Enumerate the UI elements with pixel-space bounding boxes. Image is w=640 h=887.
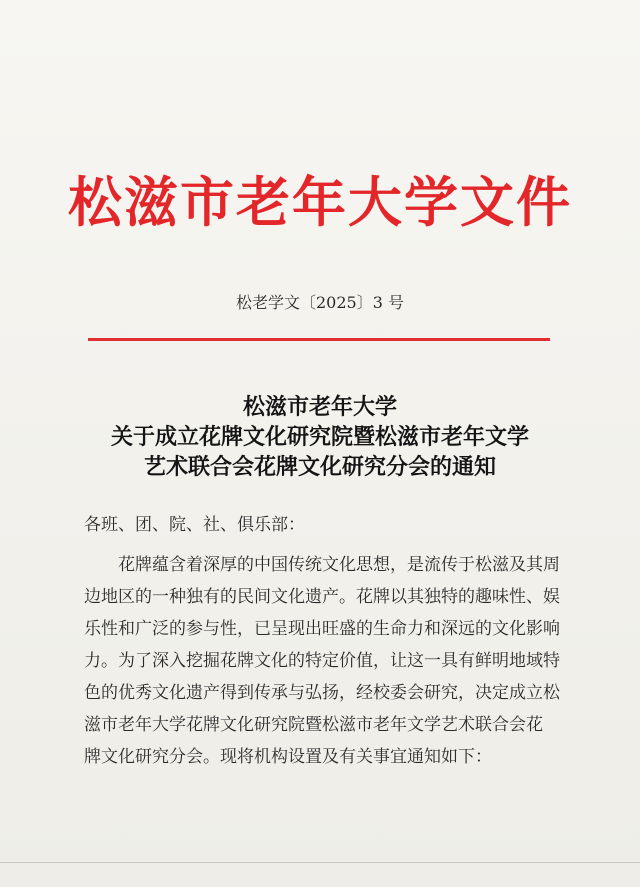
notice-title-line: 松滋市老年大学 — [242, 394, 397, 420]
body-line: 乐性和广泛的参与性，已呈现出旺盛的生命力和深远的文化影响 — [84, 619, 560, 639]
notice-title-line: 关于成立花牌文化研究院暨松滋市老年文学 — [110, 424, 529, 450]
salutation: 各班、团、院、社、俱乐部： — [84, 515, 305, 535]
document-header-title: 松滋市老年大学文件 — [68, 170, 572, 234]
notice-title — [40, 392, 600, 482]
body-paragraph — [84, 549, 564, 773]
body-line: 力。为了深入挖掘花牌文化的特定价值，让这一具有鲜明地域特 — [84, 651, 560, 671]
body-line: 牌文化研究分会。现将机构设置及有关事宜通知如下： — [84, 747, 492, 767]
body-line: 色的优秀文化遗产得到传承与弘扬，经校委会研究，决定成立松 — [84, 683, 560, 703]
header-divider-red — [88, 338, 550, 341]
notice-title-line: 艺术联合会花牌文化研究分会的通知 — [143, 454, 496, 480]
page-edge-line — [0, 862, 640, 863]
body-line: 滋市老年大学花牌文化研究院暨松滋市老年文学艺术联合会花 — [84, 715, 543, 735]
document-number: 松老学文〔2025〕3 号 — [236, 293, 404, 312]
body-line: 花牌蕴含着深厚的中国传统文化思想，是流传于松滋及其周 — [118, 555, 560, 575]
body-line: 边地区的一种独有的民间文化遗产。花牌以其独特的趣味性、娱 — [84, 587, 560, 607]
